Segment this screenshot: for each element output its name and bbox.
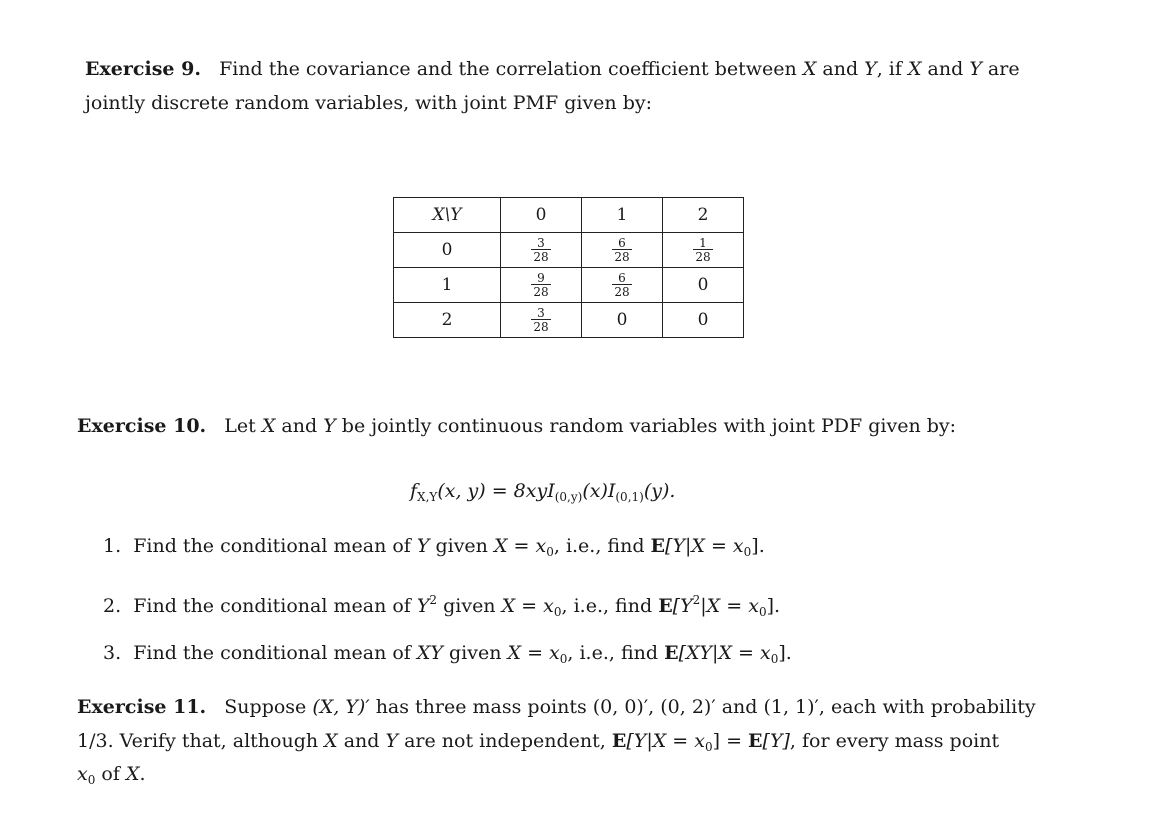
text: are not independent,	[404, 730, 606, 752]
text: and	[822, 58, 859, 80]
math-expr: (0, 0)′, (0, 2)′	[592, 696, 716, 718]
math-var: X	[125, 763, 140, 785]
exercise-10-heading: Exercise 10.	[77, 415, 207, 437]
math-var: Y	[385, 730, 399, 752]
math-expr: [Y|X = x	[665, 535, 744, 557]
formula-sub: X,Y	[417, 490, 438, 504]
table-cell: $\frac{3}{28}$	[501, 303, 582, 338]
exercise-9-line-1	[85, 52, 1020, 86]
math-sub: 0	[770, 652, 779, 666]
text: , i.e., find	[561, 595, 653, 617]
math-expr: |X = x	[700, 595, 759, 617]
math-sup: 2	[692, 593, 701, 607]
row-header: 1	[394, 268, 501, 303]
math-expr: [Y	[672, 595, 693, 617]
text: be jointly continuous random variables with joint PDF given by:	[341, 415, 957, 437]
math-sub: 0	[743, 545, 752, 559]
text: Find the conditional mean of	[133, 642, 411, 664]
formula-part: (x, y) = 8xyI	[437, 480, 555, 502]
formula-part: (x)I	[582, 480, 616, 502]
row-header: 2	[394, 303, 501, 338]
formula-sub: (0,y)	[554, 490, 583, 504]
row-header: 0	[394, 233, 501, 268]
list-item	[103, 636, 792, 676]
math-expr: (1, 1)′	[763, 696, 819, 718]
text: , each with probability	[818, 696, 1036, 718]
math-sub: 0	[546, 545, 554, 559]
formula-part: (y).	[643, 480, 676, 502]
text: Let	[224, 415, 256, 437]
expectation-symbol: E	[748, 730, 763, 752]
text: 1/3. Verify that, although	[77, 730, 319, 752]
text: Find the conditional mean of	[133, 595, 411, 617]
text: , for every mass point	[789, 730, 1000, 752]
math-var: X	[907, 58, 922, 80]
formula-part: f	[410, 480, 418, 502]
math-sub: 0	[87, 773, 96, 787]
text: given	[443, 595, 496, 617]
math-var: Y	[864, 58, 877, 80]
exercise-11-heading: Exercise 11.	[77, 696, 207, 718]
list-number: 1.	[103, 535, 122, 557]
text: ].	[778, 642, 792, 664]
text: and	[343, 730, 380, 752]
text: and	[281, 415, 318, 437]
table-row	[394, 233, 744, 268]
math-var: Y	[323, 415, 336, 437]
exercise-11-line-2	[77, 724, 999, 764]
expectation-symbol: E	[611, 730, 627, 752]
math-sub: 0	[559, 652, 568, 666]
text: , i.e., find	[553, 535, 645, 557]
list-item	[103, 583, 780, 629]
list-number: 3.	[103, 642, 122, 664]
math-sub: 0	[758, 605, 767, 619]
math-expr: [Y|X = x	[626, 730, 705, 752]
math-expr: [XY|X = x	[678, 642, 771, 664]
table-cell: 0	[582, 303, 663, 338]
text: .	[139, 763, 146, 785]
text: , i.e., find	[567, 642, 659, 664]
col-header: 0	[501, 198, 582, 233]
joint-pdf-formula	[410, 474, 675, 514]
exercise-11-line-3	[77, 757, 146, 797]
text: ] =	[712, 730, 742, 752]
math-expr: X = x	[493, 535, 547, 557]
math-sup: 2	[429, 593, 438, 607]
table-cell: $\frac{3}{28}$	[501, 233, 582, 268]
math-var: X	[261, 415, 276, 437]
col-header: 1	[582, 198, 663, 233]
exercise-9-line-2	[85, 86, 652, 120]
math-expr: (X, Y)′	[312, 696, 370, 718]
math-sub: 0	[553, 605, 562, 619]
text: Find the conditional mean of	[133, 535, 411, 557]
math-sub: 0	[704, 740, 713, 754]
text: given	[448, 642, 502, 664]
joint-pmf-table	[393, 197, 744, 338]
exercise-9-text: Find the covariance and the correlation coefficient between	[219, 58, 797, 80]
table-cell: $\frac{9}{28}$	[501, 268, 582, 303]
math-var: XY	[416, 642, 443, 664]
text: ].	[751, 535, 765, 557]
text: and	[927, 58, 964, 80]
list-item	[103, 529, 765, 569]
table-row	[394, 303, 744, 338]
text: , if	[876, 58, 902, 80]
math-var: Y	[416, 595, 430, 617]
text: jointly discrete random variables, with joint PMF given by:	[85, 92, 652, 114]
math-expr: X = x	[501, 595, 554, 617]
math-var: Y	[416, 535, 430, 557]
math-expr: [Y]	[762, 730, 790, 752]
text: Suppose	[224, 696, 307, 718]
math-expr: X = x	[507, 642, 560, 664]
exercise-9-heading: Exercise 9.	[85, 58, 201, 80]
table-cell: $\frac{1}{28}$	[663, 233, 744, 268]
table-header-row	[394, 198, 744, 233]
expectation-symbol: E	[650, 535, 666, 557]
math-var: X	[802, 58, 817, 80]
text: ].	[766, 595, 781, 617]
text: given	[435, 535, 488, 557]
math-var: Y	[969, 58, 982, 80]
exercise-11-line-1	[77, 690, 1036, 724]
table-cell: $\frac{6}{28}$	[582, 233, 663, 268]
table-corner-cell: X\Y	[394, 198, 501, 233]
math-var: X	[324, 730, 338, 752]
text: has three mass points	[375, 696, 587, 718]
table-cell: 0	[663, 268, 744, 303]
table-cell: $\frac{6}{28}$	[582, 268, 663, 303]
formula-sub: (0,1)	[615, 490, 644, 504]
col-header: 2	[663, 198, 744, 233]
list-number: 2.	[103, 595, 122, 617]
text: and	[721, 696, 758, 718]
text: are	[987, 58, 1020, 80]
math-var: x	[77, 763, 88, 785]
expectation-symbol: E	[658, 595, 673, 617]
exercise-10-intro	[77, 409, 956, 443]
table-cell: 0	[663, 303, 744, 338]
text: of	[101, 763, 120, 785]
table-row	[394, 268, 744, 303]
expectation-symbol: E	[664, 642, 679, 664]
